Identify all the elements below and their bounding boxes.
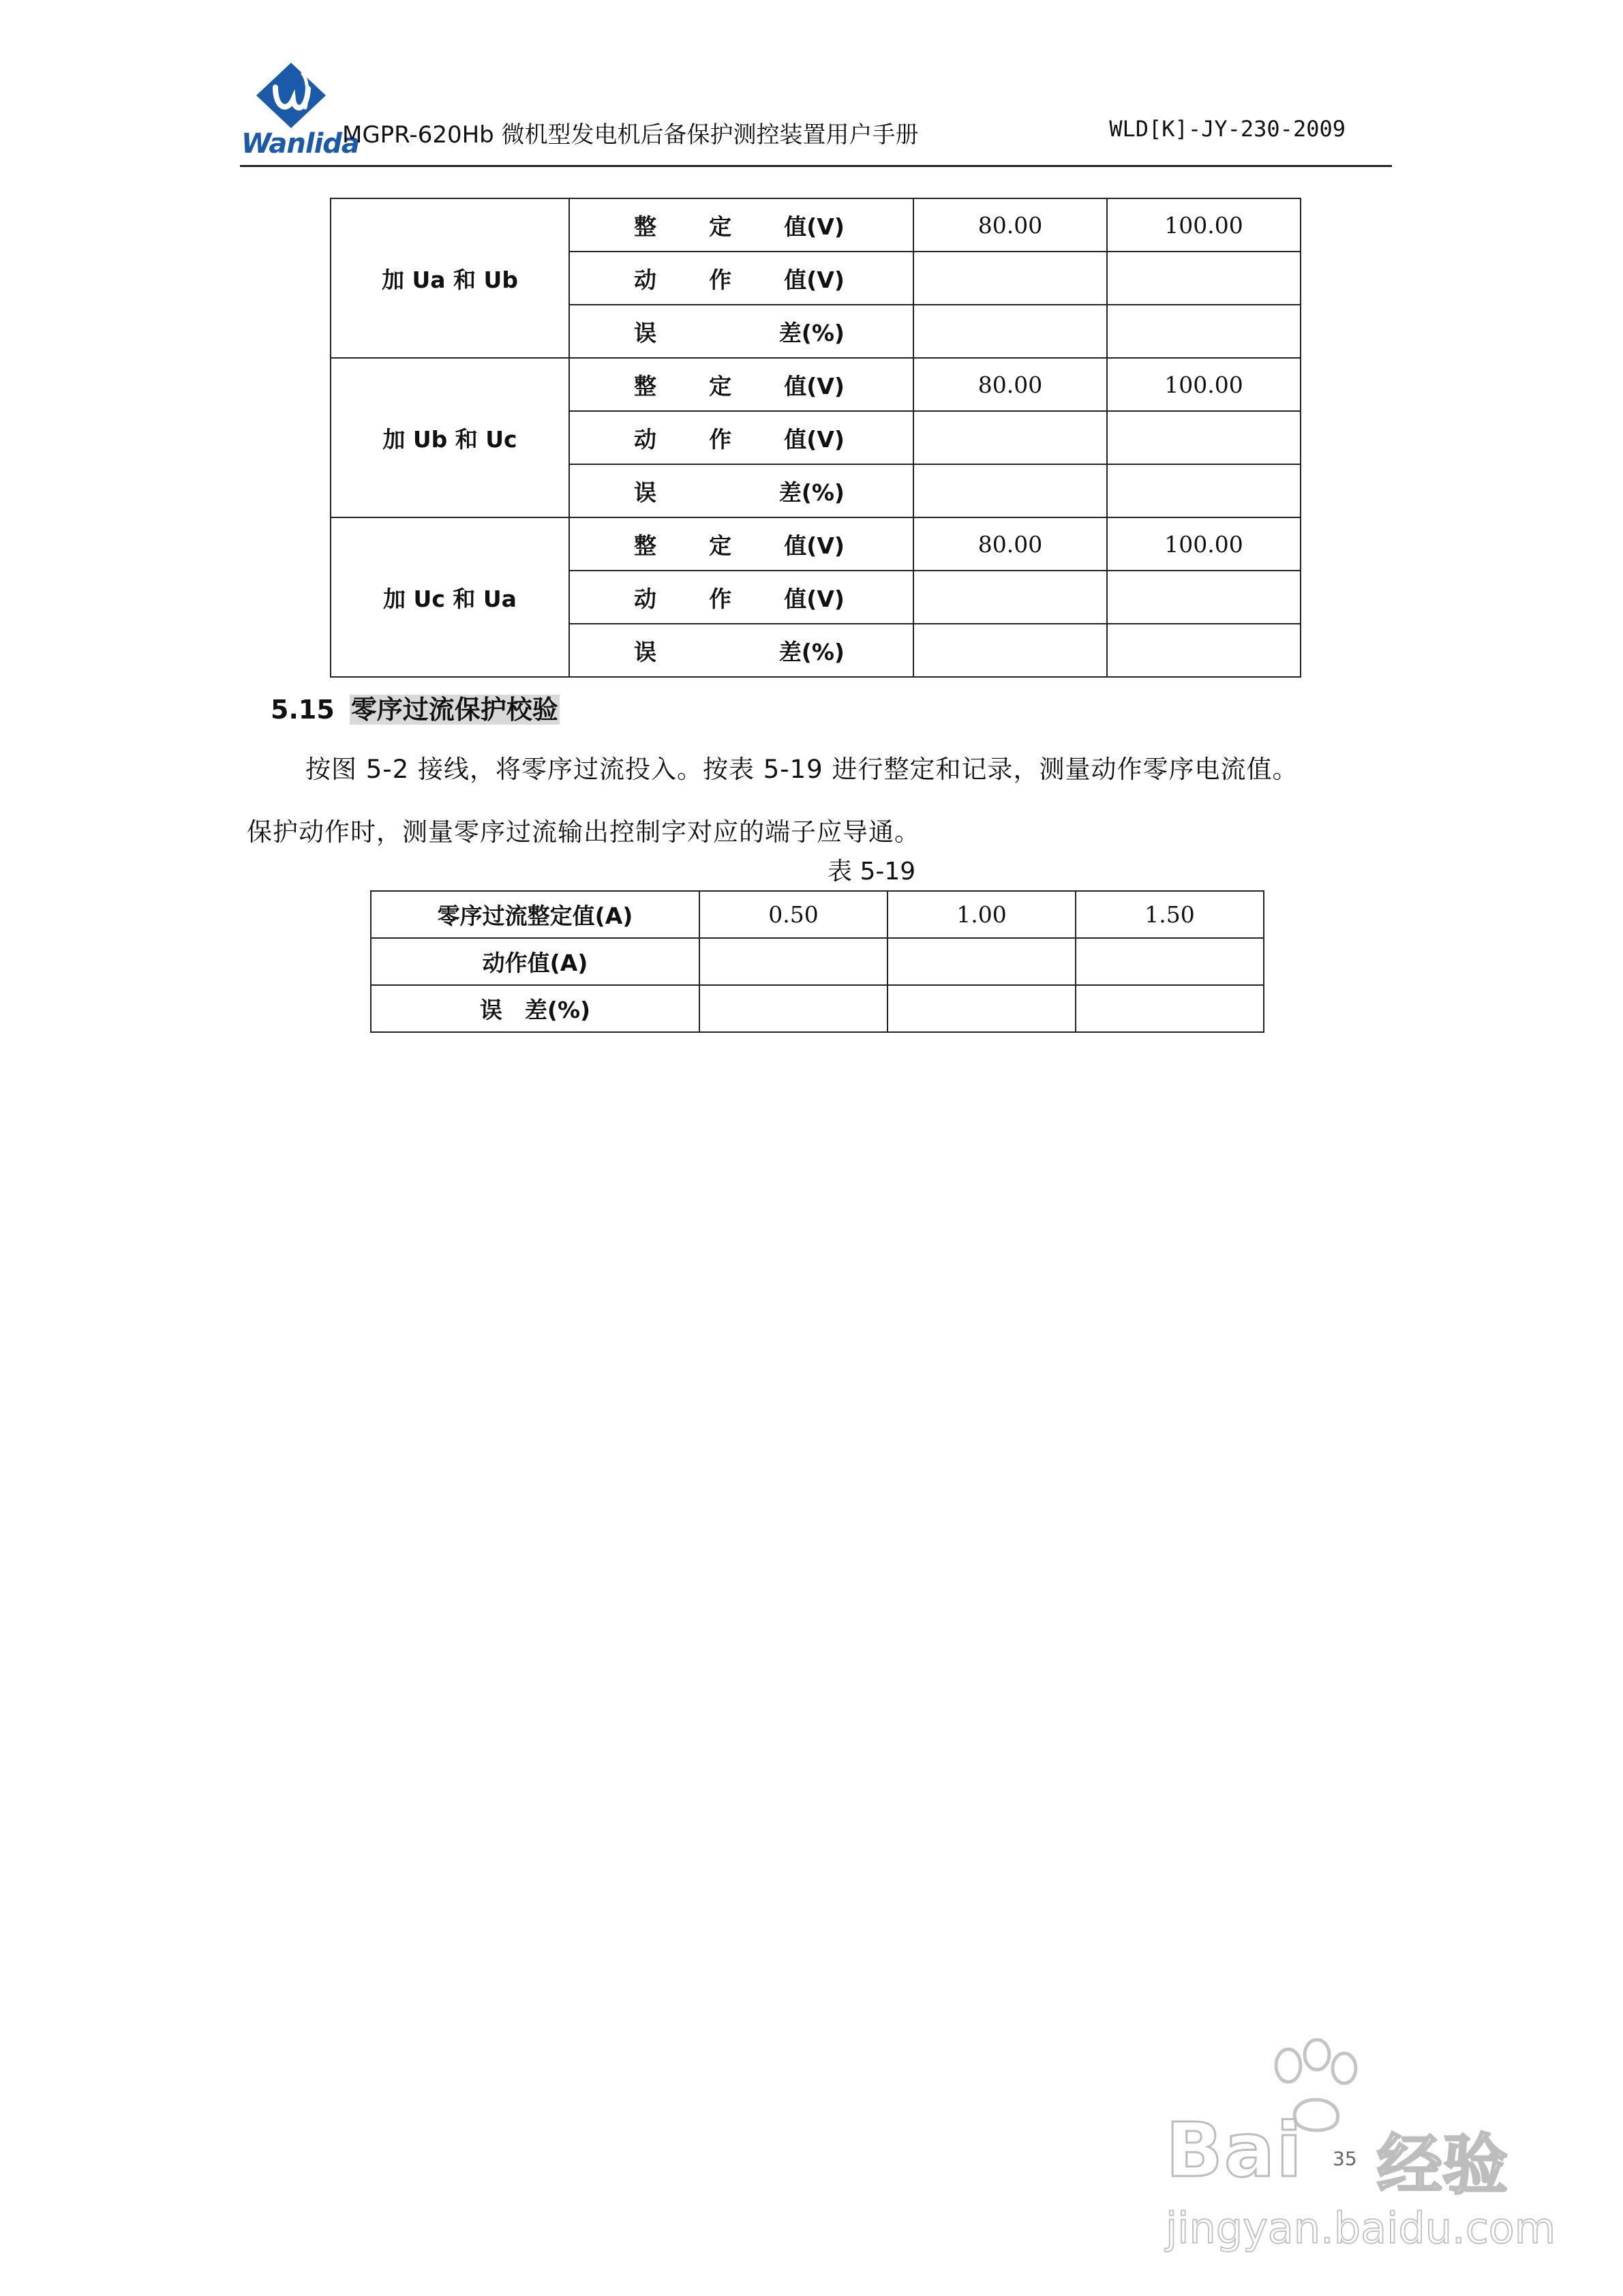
row-label-part: 值(V) [784,266,845,293]
row-label-part: 整 [634,213,656,240]
table-cell [1107,305,1301,358]
row-label-part: 动 [634,585,656,612]
zero-sequence-table [370,890,1264,1033]
table-cell [1076,985,1264,1032]
table-row [331,358,1301,411]
table-cell [1107,624,1301,677]
table-cell [913,411,1107,464]
row-label: 动作值(A) [371,938,699,985]
row-label-part: 差(%) [778,479,845,506]
table-cell [913,571,1107,624]
table-cell: 1.00 [888,891,1076,938]
row-label-part: 整 [634,372,656,399]
page-number: 35 [1333,2147,1357,2170]
row-label-part: 动 [634,425,656,453]
row-label-part: 整 [634,532,656,559]
header-divider [240,165,1392,167]
row-label-part: 动 [634,266,656,293]
table-row [331,198,1301,252]
row-label-part: 误 [634,319,656,346]
table-cell [888,938,1076,985]
table-cell [1107,571,1301,624]
row-label: 误 差(%) [371,985,699,1032]
row-label [569,252,913,305]
row-label-part: 差(%) [778,638,845,665]
row-label-part: 作 [709,425,732,453]
paragraph-line: 保护动作时，测量零序过流输出控制字对应的端子应导通。 [247,817,920,847]
document-title: MGPR-620Hb 微机型发电机后备保护测控装置用户手册 [342,121,919,149]
row-label [569,411,913,464]
table-cell [913,305,1107,358]
table-cell: 80.00 [913,358,1107,411]
section-number: 5.15 [271,695,335,725]
table-cell: 100.00 [1107,517,1301,571]
row-label-part: 值(V) [784,425,845,453]
table-cell: 100.00 [1107,358,1301,411]
row-label-part: 值(V) [784,213,845,240]
table-cell [888,985,1076,1032]
row-label-part: 值(V) [784,532,845,559]
document-code: WLD[K]-JY-230-2009 [1109,116,1346,142]
row-label [569,624,913,677]
row-label: 零序过流整定值(A) [371,891,699,938]
row-label [569,464,913,517]
row-label-part: 作 [709,266,732,293]
table-cell: 80.00 [913,198,1107,252]
row-label-part: 差(%) [778,319,845,346]
group-label: 加 Uc 和 Ua [331,517,569,677]
table-cell: 100.00 [1107,198,1301,252]
page-header [240,60,1392,169]
row-label-part: 定 [709,532,732,559]
row-label-part: 误 [634,479,656,506]
row-label [569,305,913,358]
table-cell [1107,411,1301,464]
table-cell [699,985,888,1032]
voltage-check-table [330,198,1301,678]
table-cell [913,624,1107,677]
row-label-part: 值(V) [784,585,845,612]
table-row [371,891,1264,938]
table-cell: 1.50 [1076,891,1264,938]
row-label-part: 定 [709,372,732,399]
table-row [371,985,1264,1032]
row-label-part: 定 [709,213,732,240]
row-label [569,517,913,571]
watermark-brand-cn: 经验 [1377,2127,1508,2203]
table-cell [1107,464,1301,517]
table-cell [913,464,1107,517]
table-cell: 80.00 [913,517,1107,571]
table-cell [1076,938,1264,985]
table-row [371,938,1264,985]
section-heading [271,689,560,726]
row-label [569,571,913,624]
watermark-url: jingyan.baidu.com [1166,2203,1556,2253]
group-label: 加 Ua 和 Ub [331,198,569,358]
table-cell: 0.50 [699,891,888,938]
logo-text: Wanlida [241,128,359,160]
row-label [569,198,913,252]
row-label [569,358,913,411]
table-cell [1107,252,1301,305]
row-label-part: 作 [709,585,732,612]
row-label-part: 值(V) [784,372,845,399]
table-cell [913,252,1107,305]
section-title: 零序过流保护校验 [350,695,558,725]
row-label-part: 误 [634,638,656,665]
table-row [331,517,1301,571]
group-label: 加 Ub 和 Uc [331,358,569,517]
paragraph-line: 按图 5-2 接线，将零序过流投入。按表 5-19 进行整定和记录，测量动作零序电流值。 [305,755,1299,784]
table-cell [699,938,888,985]
watermark-brand: Bai [1166,2106,1303,2194]
table-caption: 表 5-19 [828,858,916,886]
